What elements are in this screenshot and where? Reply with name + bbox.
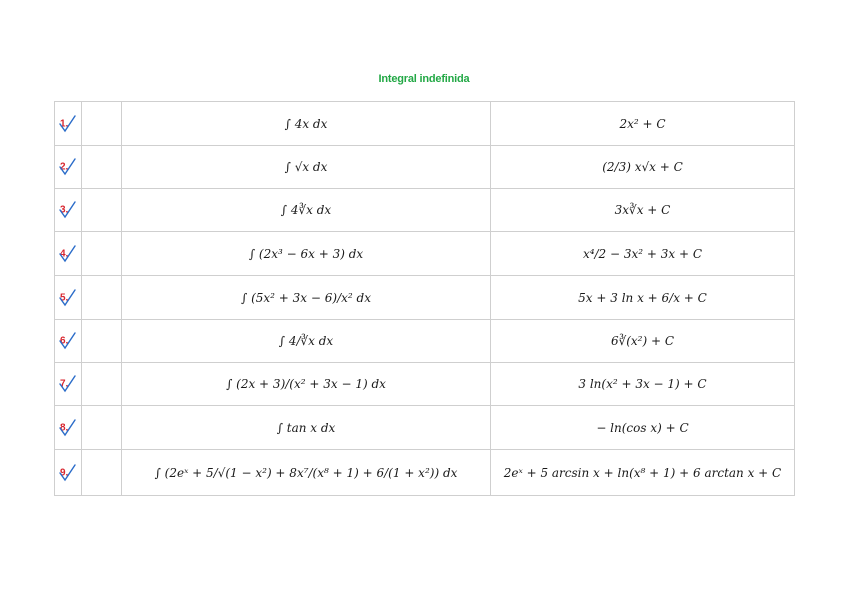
integral-answer: 2x² + C <box>619 116 666 131</box>
integral-answer: 3x∛x + C <box>614 203 671 217</box>
integral-answer: x⁴/2 − 3x² + 3x + C <box>582 246 703 261</box>
blank-cell <box>82 363 122 406</box>
row-number-cell <box>55 102 82 146</box>
integral-question: ∫ 4/∛x dx <box>278 334 334 348</box>
row-number: 8. <box>60 422 69 433</box>
table-row <box>55 146 795 189</box>
page-title: Integral indefinida <box>378 73 470 85</box>
blank-cell <box>82 450 122 496</box>
integral-question: ∫ 4∛x dx <box>280 203 332 217</box>
row-number-cell <box>55 276 82 320</box>
integral-answer-cell <box>491 276 795 320</box>
integral-answer-cell <box>491 406 795 450</box>
integral-answer-cell <box>491 450 795 496</box>
integral-answer-cell <box>491 320 795 363</box>
row-number: 9. <box>60 467 69 478</box>
row-number: 2. <box>60 161 69 173</box>
blank-cell <box>82 189 122 232</box>
integral-question: ∫ (2x³ − 6x + 3) dx <box>248 246 364 261</box>
table-row <box>55 320 795 363</box>
integral-answer-cell <box>491 363 795 406</box>
integral-question-cell <box>122 406 491 450</box>
check-mark-icon <box>57 199 77 221</box>
integral-question: ∫ (2x + 3)/(x² + 3x − 1) dx <box>226 377 386 391</box>
row-number-cell <box>55 406 82 450</box>
check-mark-icon <box>57 373 77 395</box>
row-number-cell <box>55 320 82 363</box>
row-number: 3. <box>60 204 69 216</box>
integral-question: ∫ (2eˣ + 5/√(1 − x²) + 8x⁷/(x⁸ + 1) + 6/(1 + x²)) dx <box>154 465 458 480</box>
blank-cell <box>82 406 122 450</box>
blank-cell <box>82 146 122 189</box>
table-row <box>55 102 795 146</box>
table-row <box>55 450 795 496</box>
integral-question-cell <box>122 102 491 146</box>
integral-answer: − ln(cos x) + C <box>596 420 689 435</box>
integral-question-cell <box>122 276 491 320</box>
row-number: 5. <box>60 292 69 303</box>
row-number-cell <box>55 146 82 189</box>
check-mark-icon <box>57 243 77 265</box>
row-number-cell <box>55 189 82 232</box>
table-row <box>55 189 795 232</box>
integral-answer-cell <box>491 146 795 189</box>
row-number: 1. <box>60 118 69 129</box>
check-mark-icon <box>57 330 77 352</box>
integral-question: ∫ (5x² + 3x − 6)/x² dx <box>241 290 371 305</box>
integral-question-cell <box>122 450 491 496</box>
check-mark-icon <box>57 462 77 484</box>
check-mark-icon <box>57 113 77 135</box>
row-number-cell <box>55 363 82 406</box>
blank-cell <box>82 102 122 146</box>
table-row <box>55 232 795 276</box>
integral-question-cell <box>122 146 491 189</box>
integral-question: ∫ tan x dx <box>276 420 336 435</box>
integral-answer: (2/3) x√x + C <box>602 160 683 174</box>
integral-answer: 3 ln(x² + 3x − 1) + C <box>578 377 707 391</box>
integral-question-cell <box>122 363 491 406</box>
check-mark-icon <box>57 156 77 178</box>
integral-answer-cell <box>491 189 795 232</box>
table-row <box>55 406 795 450</box>
integral-question: ∫ √x dx <box>284 160 328 174</box>
table-row <box>55 363 795 406</box>
row-number: 7. <box>60 378 69 390</box>
row-number: 4. <box>60 248 69 259</box>
table-row <box>55 276 795 320</box>
integral-answer: 6∛(x²) + C <box>610 334 675 348</box>
check-mark-icon <box>57 287 77 309</box>
integral-answer-cell <box>491 232 795 276</box>
row-number-cell <box>55 232 82 276</box>
integrals-table <box>54 101 795 496</box>
integral-answer-cell <box>491 102 795 146</box>
blank-cell <box>82 276 122 320</box>
integral-question-cell <box>122 232 491 276</box>
integral-answer: 5x + 3 ln x + 6/x + C <box>578 290 707 305</box>
blank-cell <box>82 232 122 276</box>
blank-cell <box>82 320 122 363</box>
integral-question-cell <box>122 189 491 232</box>
integral-question-cell <box>122 320 491 363</box>
row-number-cell <box>55 450 82 496</box>
integral-question: ∫ 4x dx <box>284 116 328 131</box>
integral-answer: 2eˣ + 5 arcsin x + ln(x⁸ + 1) + 6 arctan x + C <box>503 465 782 480</box>
check-mark-icon <box>57 417 77 439</box>
row-number: 6. <box>60 335 69 347</box>
